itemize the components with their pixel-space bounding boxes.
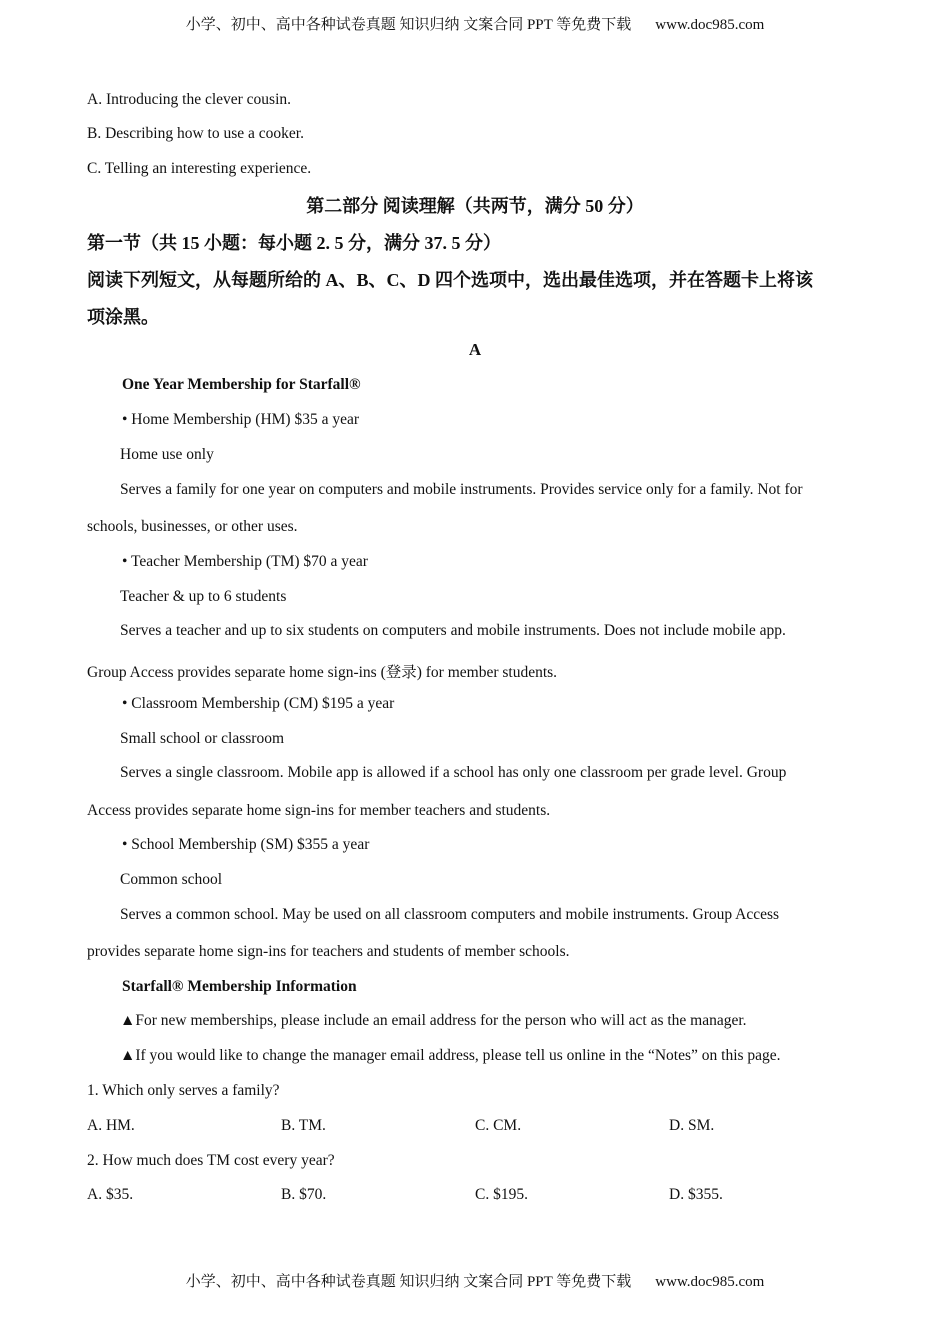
footer-url[interactable]: www.doc985.com bbox=[655, 1274, 765, 1290]
q2-option-c: C. $195. bbox=[475, 1186, 528, 1203]
tm-desc-1: Serves a teacher and up to six students on computers and mobile instruments. Does not include mobile app. bbox=[120, 622, 786, 639]
tm-title: • Teacher Membership (TM) $70 a year bbox=[122, 553, 368, 570]
part-title: 第二部分 阅读理解（共两节，满分 50 分） bbox=[306, 196, 644, 216]
q1-option-d: D. SM. bbox=[669, 1117, 715, 1134]
sm-title: • School Membership (SM) $355 a year bbox=[122, 836, 370, 853]
tm-desc-2: Group Access provides separate home sign-ins (登录) for member students. bbox=[87, 664, 558, 681]
q2-option-a: A. $35. bbox=[87, 1186, 134, 1203]
prev-option-b: B. Describing how to use a cooker. bbox=[87, 125, 304, 142]
info-title: Starfall® Membership Information bbox=[122, 978, 357, 995]
section-title: 第一节（共 15 小题：每小题 2. 5 分，满分 37. 5 分） bbox=[87, 233, 501, 253]
cm-title: • Classroom Membership (CM) $195 a year bbox=[122, 695, 395, 712]
footer-text: 小学、初中、高中各种试卷真题 知识归纳 文案合同 PPT 等免费下载 bbox=[185, 1274, 632, 1290]
cm-subtitle: Small school or classroom bbox=[120, 730, 285, 747]
passage-title: One Year Membership for Starfall® bbox=[122, 376, 361, 393]
q2-option-d: D. $355. bbox=[669, 1186, 723, 1203]
question-2-stem: 2. How much does TM cost every year? bbox=[87, 1152, 335, 1169]
page-header bbox=[0, 13, 950, 34]
instruction-line-1: 阅读下列短文，从每题所给的 A、B、C、D 四个选项中，选出最佳选项，并在答题卡上将该 bbox=[87, 270, 813, 290]
q1-option-c: C. CM. bbox=[475, 1117, 522, 1134]
cm-desc-1: Serves a single classroom. Mobile app is allowed if a school has only one classroom per grade level. Group bbox=[120, 764, 787, 781]
cm-desc-2: Access provides separate home sign-ins for member teachers and students. bbox=[87, 802, 551, 819]
prev-option-c: C. Telling an interesting experience. bbox=[87, 160, 312, 177]
sm-subtitle: Common school bbox=[120, 871, 223, 888]
sm-desc-2: provides separate home sign-ins for teachers and students of member schools. bbox=[87, 943, 570, 960]
header-text: 小学、初中、高中各种试卷真题 知识归纳 文案合同 PPT 等免费下载 bbox=[185, 17, 632, 33]
passage-label: A bbox=[468, 340, 482, 359]
q2-option-b: B. $70. bbox=[281, 1186, 327, 1203]
hm-title: • Home Membership (HM) $35 a year bbox=[122, 411, 360, 428]
page-footer bbox=[0, 1270, 950, 1291]
q1-option-b: B. TM. bbox=[281, 1117, 326, 1134]
hm-desc-2: schools, businesses, or other uses. bbox=[87, 518, 298, 535]
hm-desc-1: Serves a family for one year on computers and mobile instruments. Provides service only for a family. Not for bbox=[120, 481, 803, 498]
hm-subtitle: Home use only bbox=[120, 446, 214, 463]
prev-option-a: A. Introducing the clever cousin. bbox=[87, 91, 292, 108]
header-url[interactable]: www.doc985.com bbox=[655, 17, 765, 33]
tm-subtitle: Teacher & up to 6 students bbox=[120, 588, 287, 605]
note-1: ▲For new memberships, please include an email address for the person who will act as the manager. bbox=[120, 1012, 747, 1029]
instruction-line-2: 项涂黑。 bbox=[87, 307, 159, 327]
sm-desc-1: Serves a common school. May be used on all classroom computers and mobile instruments. Group Access bbox=[120, 906, 780, 923]
question-1-stem: 1. Which only serves a family? bbox=[87, 1082, 280, 1099]
note-2: ▲If you would like to change the manager email address, please tell us online in the “Notes” on this page. bbox=[120, 1047, 781, 1064]
q1-option-a: A. HM. bbox=[87, 1117, 135, 1134]
